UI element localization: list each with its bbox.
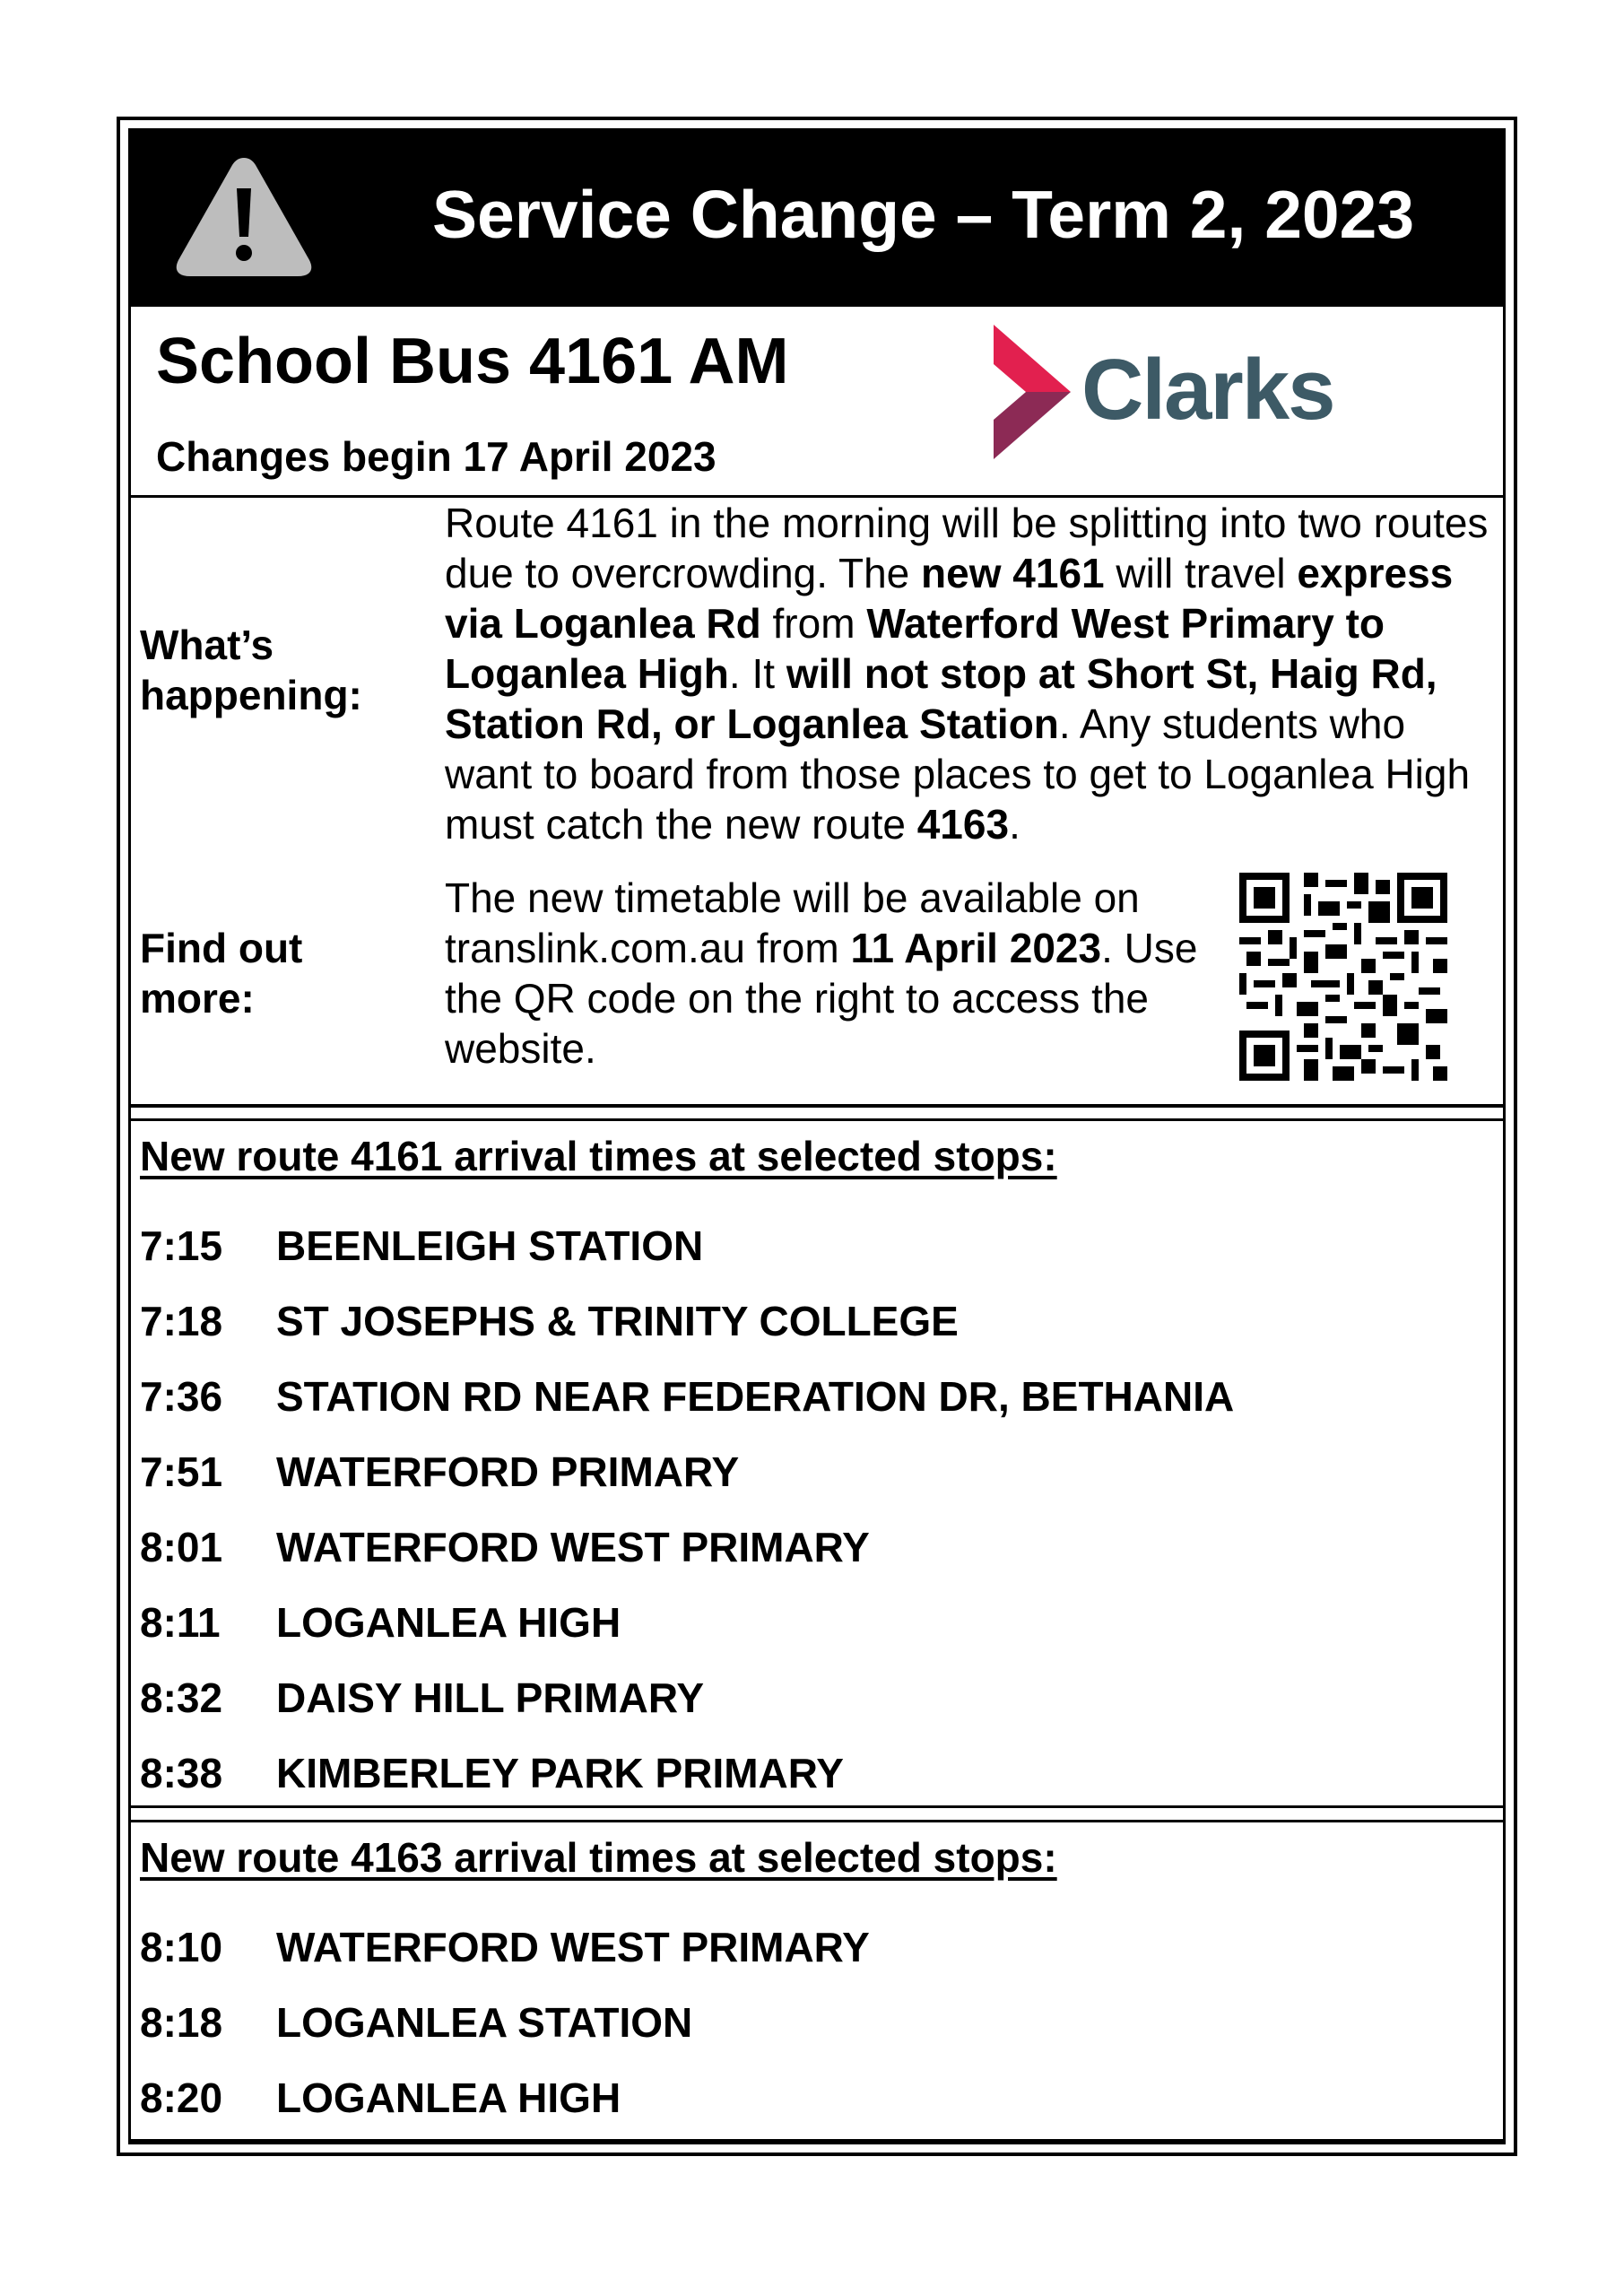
- arrival-time: 8:11: [140, 1599, 221, 1646]
- stop-name: WATERFORD WEST PRIMARY: [276, 1524, 870, 1570]
- route-4163-heading: New route 4163 arrival times at selected stops:: [140, 1834, 1057, 1881]
- stop-name: WATERFORD PRIMARY: [276, 1448, 740, 1495]
- arrival-time: 8:18: [140, 1999, 223, 2046]
- arrival-time: 8:10: [140, 1924, 223, 1970]
- stop-name: STATION RD NEAR FEDERATION DR, BETHANIA: [276, 1373, 1235, 1420]
- route-4161-section: [131, 1118, 1503, 1808]
- stop-name: LOGANLEA HIGH: [276, 1599, 621, 1646]
- changes-begin-date: Changes begin 17 April 2023: [156, 433, 716, 480]
- route-4163-section: [131, 1820, 1503, 2142]
- stop-name: LOGANLEA STATION: [276, 1999, 693, 2046]
- stop-name: WATERFORD WEST PRIMARY: [276, 1924, 870, 1970]
- logo-text: Clarks: [1081, 342, 1334, 438]
- find-out-more-label: Find out more:: [140, 925, 303, 1022]
- arrival-time: 8:38: [140, 1750, 223, 1796]
- clarks-logo: [974, 307, 1388, 486]
- header-title: Service Change – Term 2, 2023: [432, 177, 1415, 252]
- arrival-time: 8:20: [140, 2074, 223, 2121]
- stop-name: BEENLEIGH STATION: [276, 1222, 704, 1269]
- arrival-time: 7:15: [140, 1222, 223, 1269]
- whats-happening-label: What’s happening:: [140, 622, 362, 718]
- warning-icon: [174, 154, 314, 280]
- arrival-time: 8:32: [140, 1674, 223, 1721]
- info-block: [131, 498, 1503, 1108]
- stop-name: ST JOSEPHS & TRINITY COLLEGE: [276, 1298, 959, 1344]
- arrival-time: 7:36: [140, 1373, 223, 1420]
- bus-title: School Bus 4161 AM: [156, 326, 789, 397]
- arrival-time: 8:01: [140, 1524, 223, 1570]
- stop-name: LOGANLEA HIGH: [276, 2074, 621, 2121]
- title-block: [131, 307, 1503, 498]
- chevron-logo-icon: [994, 325, 1071, 459]
- arrival-time: 7:18: [140, 1298, 223, 1344]
- whats-happening-text: Route 4161 in the morning will be splitting into two routes due to overcrowding. The new 4161 will travel express via Loganlea Rd from Waterford West Primary to Loganlea High. It will not stop at Short St, Haig Rd, Station Rd, or Loganlea Station. Any students who want to board from those places to get to Loganlea High must catch the new route 4163.: [445, 500, 1489, 848]
- arrival-time: 7:51: [140, 1448, 223, 1495]
- stop-name: KIMBERLEY PARK PRIMARY: [276, 1750, 844, 1796]
- find-out-more-text: The new timetable will be available on translink.com.au from 11 April 2023. Use the QR code on the right to access the website.: [445, 874, 1198, 1072]
- stop-name: DAISY HILL PRIMARY: [276, 1674, 705, 1721]
- notice-header: [131, 131, 1503, 307]
- qr-code-icon[interactable]: [1239, 873, 1447, 1081]
- route-4161-heading: New route 4161 arrival times at selected stops:: [140, 1133, 1057, 1179]
